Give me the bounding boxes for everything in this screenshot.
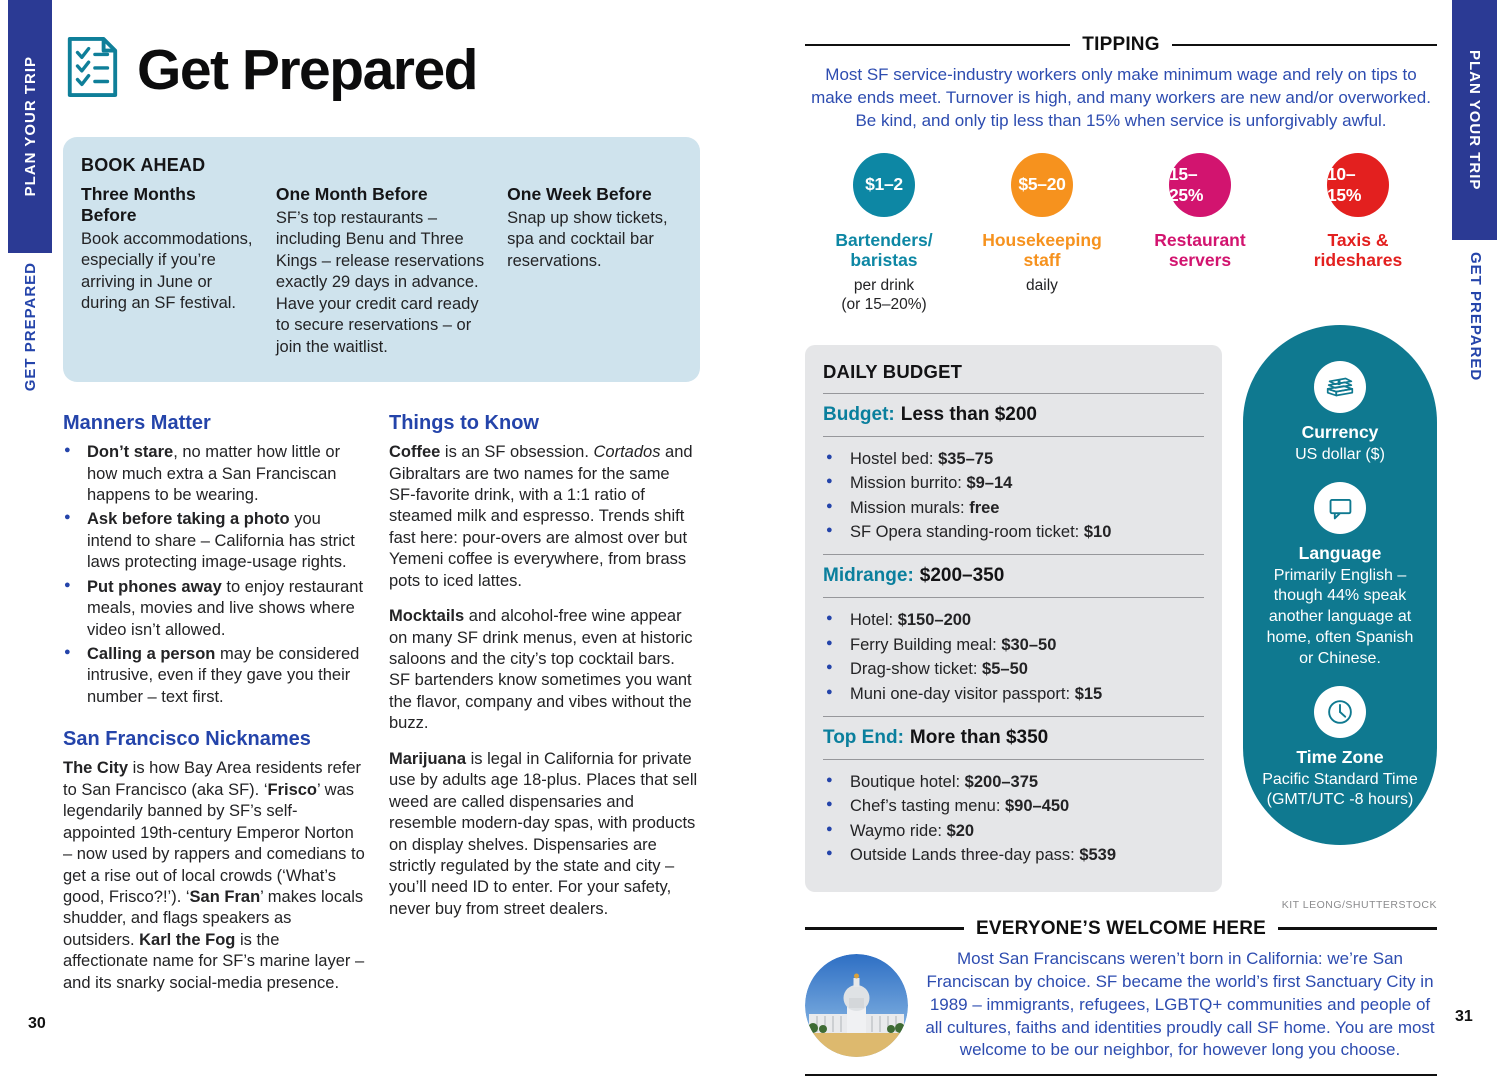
tip-amount-badge: 10–15% (1327, 153, 1389, 217)
manners-heading: Manners Matter (63, 412, 211, 435)
col-body: SF’s top restaurants – including Benu and Three Kings – release reservations exactly 29 days in advance. Have your credit card ready to secure reservations – or join the waitlist. (275, 209, 485, 356)
welcome-body: Most San Franciscans weren’t born in California: we’re San Franciscan by choice. SF became the world’s first Sanctuary City in 1989 – immigrants, refugees, LGBTQ+ communities and people of all cultures, faiths and identities proudly call SF home. You are most welcome to be our neighbor, for however long you choose. (925, 948, 1435, 1060)
clock-icon (1314, 686, 1366, 738)
timezone-heading: Time Zone (1296, 746, 1384, 767)
list-item: ● Calling a person may be considered intrusive, even if they gave you their number – text first. (63, 644, 365, 708)
page-number-left: 30 (28, 1015, 46, 1032)
budget-item: ● Ferry Building meal: $30–50 (823, 633, 1204, 657)
book-ahead-col-one-month (276, 184, 487, 358)
welcome-section (805, 948, 1437, 1063)
manners-list (63, 442, 365, 708)
budget-item: ● Muni one-day visitor passport: $15 (823, 682, 1204, 706)
divider (823, 554, 1204, 555)
tipping-items (805, 153, 1437, 315)
left-page (63, 34, 700, 1008)
book-ahead-box (63, 137, 700, 382)
things-paragraph-mocktails: Mocktails and alcohol-free wine appear on many SF drink menus, even at historic saloons and the city’s top cocktail bars. SF bartenders know sometimes you want the flavor, company and vibes without the buzz. (389, 607, 693, 733)
topend-items (823, 770, 1204, 868)
welcome-heading: EVERYONE’S WELCOME HERE (976, 917, 1266, 939)
left-text-column (63, 412, 365, 1008)
right-tab-sub-label: GET PREPARED (1467, 252, 1484, 382)
daily-budget-box (805, 345, 1222, 892)
budget-item: ● Hotel: $150–200 (823, 608, 1204, 632)
header-rule-left (805, 927, 964, 930)
header-rule-right (1172, 44, 1437, 47)
page-bottom-rule (805, 1074, 1437, 1076)
right-text-column (389, 412, 700, 1008)
tip-label: Housekeeping staff (982, 229, 1102, 270)
tipping-header (805, 34, 1437, 56)
book-ahead-heading: BOOK AHEAD (81, 155, 206, 175)
things-paragraph-coffee: Coffee is an SF obsession. Cortados and Gibraltars are two names for the same SF-favorite drink, with a 1:1 ratio of steamed milk and espresso. Trends shift fast here: pour-overs are almost over but Yemeni coffee is everywhere, from brass pots to iced lattes. (389, 443, 693, 590)
midrange-items (823, 608, 1204, 706)
nicknames-heading: San Francisco Nicknames (63, 728, 311, 751)
left-tab-get-prepared (8, 262, 52, 391)
photo-credit: KIT LEONG/SHUTTERSTOCK (1281, 898, 1437, 911)
tip-caption: per drink (or 15–20%) (841, 277, 927, 314)
tip-amount-badge: $1–2 (853, 153, 915, 217)
tip-amount-badge: 15–25% (1169, 153, 1231, 217)
budget-item: ● SF Opera standing-room ticket: $10 (823, 520, 1204, 544)
things-heading: Things to Know (389, 412, 539, 435)
divider (823, 716, 1204, 717)
budget-items (823, 447, 1204, 545)
header-rule-right (1278, 927, 1437, 930)
tip-item-taxis (1279, 153, 1437, 315)
daily-budget-heading: DAILY BUDGET (823, 360, 963, 382)
right-tab-label: PLAN YOUR TRIP (1466, 49, 1483, 191)
nicknames-body: The City is how Bay Area residents refer to San Francisco (aka SF). ‘Frisco’ was legendarily banned by SF’s self-appointed 19th-century Emperor Norton – now used by rappers and comedians to get a rise out of local crowds (‘What’s good, Frisco?!’). ‘San Fran’ makes locals shudder, and flags speakers as outsiders. Karl the Fog is the affectionate name for SF’s marine layer – and its snarky social-media presence. (63, 759, 365, 992)
col-heading: Three Months Before (81, 184, 196, 225)
facts-pill (1243, 325, 1437, 845)
banknotes-icon (1314, 361, 1366, 413)
left-tab-label: PLAN YOUR TRIP (21, 56, 39, 197)
col-body: Book accommodations, especially if you’re arriving in June or during an SF festival. (81, 230, 253, 313)
welcome-header (805, 918, 1437, 940)
budget-item: ● Waymo ride: $20 (823, 819, 1204, 843)
budget-item: ● Outside Lands three-day pass: $539 (823, 843, 1204, 867)
budget-item: ● Drag-show ticket: $5–50 (823, 657, 1204, 681)
tip-label: Restaurant servers (1154, 229, 1246, 270)
tip-amount-badge: $5–20 (1011, 153, 1073, 217)
city-hall-photo (805, 954, 908, 1057)
header-rule-left (805, 44, 1070, 47)
divider (823, 759, 1204, 760)
tip-item-restaurant (1121, 153, 1279, 315)
col-heading: One Month Before (275, 184, 428, 204)
speech-bubble-icon (1314, 482, 1366, 534)
budget-item: ● Hostel bed: $35–75 (823, 447, 1204, 471)
tip-item-bartenders (805, 153, 963, 315)
language-heading: Language (1298, 542, 1382, 563)
tipping-intro: Most SF service-industry workers only make minimum wage and rely on tips to make ends meet. Turnover is high, and many workers are new and/or overworked. Be kind, and only tip less than 15% when service is unforgivably awful. (811, 65, 1431, 130)
midrange-tier: Midrange: $200–350 (823, 565, 1005, 587)
tipping-heading: TIPPING (1082, 34, 1160, 55)
language-body: Primarily English – though 44% speak another language at home, often Spanish or Chinese. (1266, 566, 1414, 667)
topend-tier: Top End: More than $350 (823, 727, 1049, 749)
book-ahead-col-one-week (507, 184, 684, 358)
budget-tier: Budget: Less than $200 (823, 403, 1038, 425)
right-page (805, 34, 1437, 1076)
tip-label: Taxis & rideshares (1313, 229, 1403, 270)
list-item: ● Put phones away to enjoy restaurant meals, movies and live shows where video isn’t allowed. (63, 577, 365, 641)
col-body: Snap up show tickets, spa and cocktail bar reservations. (507, 209, 668, 270)
tip-item-housekeeping (963, 153, 1121, 315)
list-item: ● Don’t stare, no matter how little or how much extra a San Franciscan happens to be wearing. (63, 442, 365, 506)
book-ahead-col-three-months (81, 184, 256, 358)
right-tab-get-prepared (1453, 252, 1498, 381)
page-number-right: 31 (1455, 1008, 1473, 1025)
list-item: ● Ask before taking a photo you intend to share – California has strict laws protecting image-usage rights. (63, 509, 365, 573)
currency-heading: Currency (1301, 421, 1379, 442)
budget-item: ● Mission murals: free (823, 496, 1204, 520)
timezone-body: Pacific Standard Time (GMT/UTC -8 hours) (1262, 770, 1418, 809)
budget-item: ● Mission burrito: $9–14 (823, 471, 1204, 495)
book-ahead-columns (81, 184, 684, 358)
col-heading: One Week Before (507, 184, 652, 204)
budget-item: ● Boutique hotel: $200–375 (823, 770, 1204, 794)
left-tab-sub-label: GET PREPARED (21, 262, 39, 392)
things-paragraph-marijuana: Marijuana is legal in California for private use by adults age 18-plus. Places that sell weed are called dispensaries and resemble modern-day spas, with products on display shelves. Dispensaries are strictly regulated by the state and city – you’ll need ID to enter. For your safety, never buy from street dealers. (389, 749, 698, 918)
checklist-icon (63, 34, 121, 105)
divider (823, 393, 1204, 394)
chapter-header (63, 34, 700, 105)
currency-body: US dollar ($) (1295, 445, 1385, 463)
tip-caption: daily (1026, 277, 1058, 295)
left-tab-plan-your-trip (8, 0, 52, 253)
right-tab-plan-your-trip (1452, 0, 1497, 240)
page-title: Get Prepared (137, 37, 477, 102)
divider (823, 597, 1204, 598)
budget-item: ● Chef’s tasting menu: $90–450 (823, 794, 1204, 818)
divider (823, 436, 1204, 437)
tip-label: Bartenders/ baristas (835, 229, 933, 270)
